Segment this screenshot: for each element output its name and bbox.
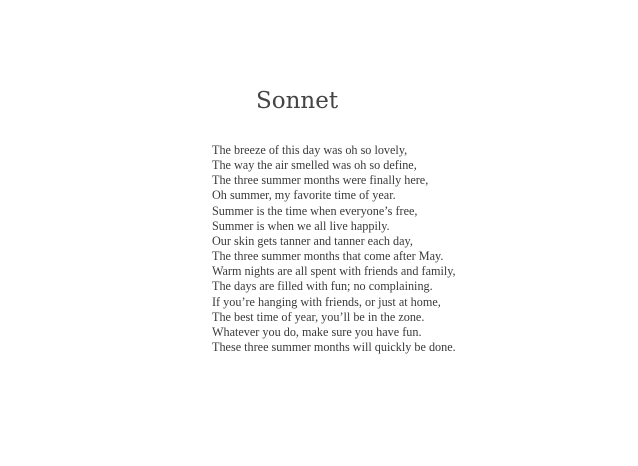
poem-line: These three summer months will quickly be done. [212, 340, 456, 355]
poem-line: The breeze of this day was oh so lovely, [212, 143, 408, 157]
poem-line: If you’re hanging with friends, or just at home, [212, 294, 441, 309]
poem-title: Sonnet [256, 88, 339, 114]
poem-line: Summer is the time when everyone’s free, [212, 203, 418, 218]
poem-line: Our skin gets tanner and tanner each day, [212, 233, 413, 248]
poem-line: The best time of year, you’ll be in the zone. [212, 309, 425, 324]
poem-line: The days are filled with fun; no complaining. [212, 279, 433, 294]
poem-line: Oh summer, my favorite time of year. [212, 188, 396, 203]
poem-line: Summer is when we all live happily. [212, 218, 390, 233]
poem-line: The way the air smelled was oh so define, [212, 158, 417, 173]
poem-body [212, 143, 456, 355]
poem-line: The three summer months that come after May. [212, 249, 444, 264]
poem-line: The three summer months were finally here, [212, 173, 429, 188]
poem-line: Whatever you do, make sure you have fun. [212, 324, 422, 339]
poem-line: Warm nights are all spent with friends and family, [212, 264, 456, 279]
